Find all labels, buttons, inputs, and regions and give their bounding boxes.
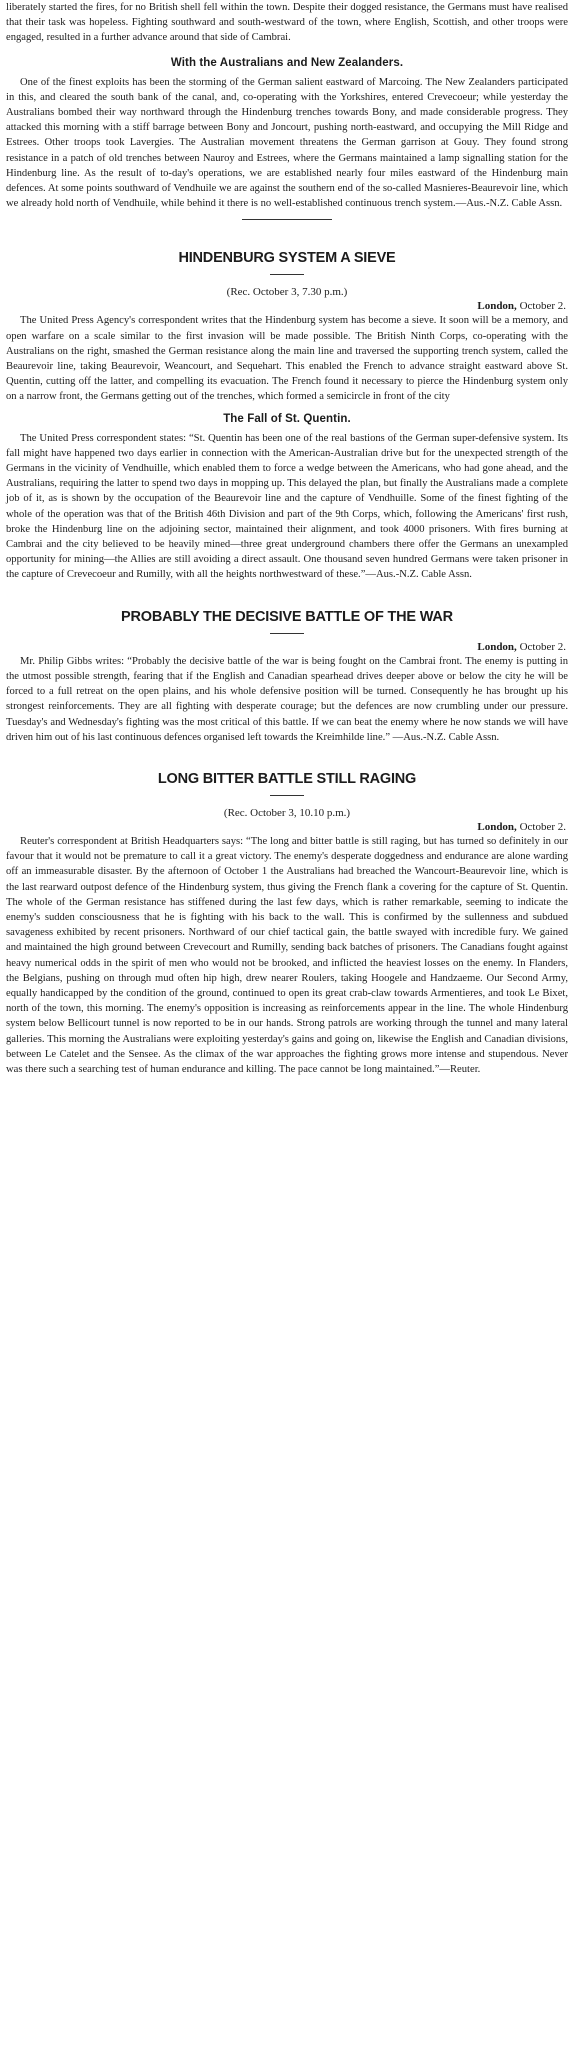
dateline-date: October 2.	[519, 820, 566, 833]
article-paragraph: Reuter's correspondent at British Headquarters says: “The long and bitter battle is still raging, but has turned so definitely in our favour that it would not be premature to call it a great victory. The enemy's desperate doggedness and endurance are alone warding off an immeasurable disaster. By the afternoon of October 1 the Australians had breached the Wancourt-Beaurevoir line, which is the last rearward outpost defence of the Hindenburg system, thus giving the French flank a covering for the capture of St. Quentin. The whole of the German resistance has stiffened during the last few days, which is rather remarkable, seeming to indicate the enemy's sudden consciousness that he is fighting with his back to the wall. This is confirmed by the sullenness and subdued savageness exhibited by recent prisoners. Northward of our chief tactical gain, the battle swayed with incredible fury. We gained and maintained the high ground between Crevecourt and Rumilly, sending back batches of prisoners. The Canadians fought against heavy numerical odds in the spirit of men who would not be brooked, and inflicted the heaviest losses on the enemy. In Flanders, the Belgians, pushing on through mud often hip high, drew nearer Roulers, taking Hoogele and Handzaeme. Our Second Army, equally handicapped by the condition of the ground, continued to open its great crab-claw towards Armentieres, and took Le Bixet, north of the town, this morning. The enemy's opposition is increasing as reinforcements appear in the line. The whole Hindenburg system below Bellicourt tunnel is now reported to be in our hands. Strong patrols are working through the tunnel and many lateral galleries. This morning the Australians were exploiting yesterday's gains and going on, likewise the English and Canadian divisions, between Le Catelet and the Sensee. As the climax of the war approaches the fighting grows more intense and stupendous. Never was there such a searching test of human endurance and killing. The pace cannot be long maintained.”—Reuter.	[6, 835, 568, 1075]
received-time: (Rec. October 3, 10.10 p.m.)	[223, 806, 351, 819]
dateline-place: London,	[477, 300, 517, 313]
dateline-place: London,	[477, 820, 517, 833]
headline-rule	[270, 274, 304, 275]
section-subheading: With the Australians and New Zealanders.	[170, 56, 404, 69]
article-headline: HINDENBURG SYSTEM A SIEVE	[178, 250, 396, 267]
received-time: (Rec. October 3, 7.30 p.m.)	[226, 286, 348, 299]
section-divider	[242, 219, 332, 220]
dateline	[6, 299, 566, 313]
dateline	[6, 820, 566, 834]
dateline	[6, 640, 566, 654]
article-headline: LONG BITTER BATTLE STILL RAGING	[157, 770, 417, 787]
intro-paragraph: liberately started the fires, for no British shell fell within the town. Despite their dogged resistance, the Germans must have realised that their task was hopeless. Fighting southward and south-westward of the town, where English, Scottish, and other troops were engaged, resulted in a further advance around that side of Cambrai.	[6, 2, 568, 44]
section-paragraph: One of the finest exploits has been the storming of the German salient eastward of Marcoing. The New Zealanders participated in this, and cleared the south bank of the canal, and, co-operating with the Yorkshires, entered Crevecoeur; while yesterday the Australians bombed their way northward through the Hindenburg trenches towards Bony, and made considerable progress. They attacked this morning with a stiff barrage between Bony and Joncourt, pushing north-eastward, and occupying the Mill Ridge and Estrees. Other troops took Lavergies. The Australian movement threatens the German garrison at Gouy. They found strong resistance in a patch of old trenches between Nauroy and Estrees, where the Germans maintained a lamp signalling station for the Hindenburg line. As the result of to-day's operations, we are established nearly four miles eastward of the Hindenburg main defences. At some points southward of Vendhuile we are against the southern end of the so-called Masnieres-Beaurevoir line, which we already hold north of Vendhuile, while behind it there is no well-established continuous trench system.—Aus.-N.Z. Cable Assn.	[6, 76, 568, 210]
article-paragraph: The United Press Agency's correspondent writes that the Hindenburg system has become a sieve. It soon will be a memory, and open warfare on a scale similar to the first invasion will be made possible. The British Ninth Corps, co-operating with the Australians on the right, smashed the German resistance along the main line and traversed the supporting trench system, called the Beaurevoir line, taking Beaurevoir, Weancourt, and Sequehart. This enabled the French to advance straight eastward above St. Quentin, cutting off the latter, and compelling its evacuation. The French found it necessary to pierce the Hindenburg system only on a narrow front, the Germans getting out of the trenches, which formed a semicircle in front of the city	[6, 315, 568, 403]
headline-rule	[270, 633, 304, 634]
dateline-date: October 2.	[519, 640, 566, 653]
dateline-date: October 2.	[519, 300, 566, 313]
dateline-place: London,	[477, 640, 517, 653]
article-subheading: The Fall of St. Quentin.	[223, 412, 351, 425]
article-paragraph: Mr. Philip Gibbs writes: “Probably the decisive battle of the war is being fought on the Cambrai front. The enemy is putting in the utmost possible strength, fearing that if the English and Canadian spearhead drives deeper above or below the city he will be forced to a full retreat on the open plains, and his whole defensive position will be turned. Consequently he has brought up his strongest reinforcements. They are all fighting with desperate courage; but the defences are now crumbling under our pressure. Tuesday's and Wednesday's fighting was the most critical of this battle. If we can beat the enemy where he now stands we will have driven him out of his last continuous defences organised left towards the Kreimhilde line.” —Aus.-N.Z. Cable Assn.	[6, 655, 568, 743]
headline-rule	[270, 795, 304, 796]
article-headline: PROBABLY THE DECISIVE BATTLE OF THE WAR	[121, 608, 453, 625]
article-paragraph: The United Press correspondent states: “St. Quentin has been one of the real bastions of the German super-defensive system. Its fall might have happened two days earlier in connection with the American-Australian drive but for the unexpected strength of the Germans in the vicinity of Vendhuille, which enabled them to force a wedge between the Americans, who had gone ahead, and the Australians, requiring the latter to spend two days in mopping up. This delayed the plan, but finally the Australians made a complete job of it, as is shown by the occupation of the Beaurevoir line and the capture of Vendhuille. Some of the finest fighting of the whole of the operation was that of the British 46th Division and part of the 9th Corps, which, following the Americans' first rush, broke the Hindenburg line on the adjoining sector, maintained their alignment, and took 4000 prisoners. With fires burning at Cambrai and the city believed to be heavily mined—three great underground chambers there offer the Germans an unexampled opportunity for mining—the Allies are still avoiding a direct assault. One thousand seven hundred Germans were taken prisoner in the capture of Crevecoeur and Rumilly, with all the heights northwestward of these.”—Aus.-N.Z. Cable Assn.	[6, 432, 568, 581]
